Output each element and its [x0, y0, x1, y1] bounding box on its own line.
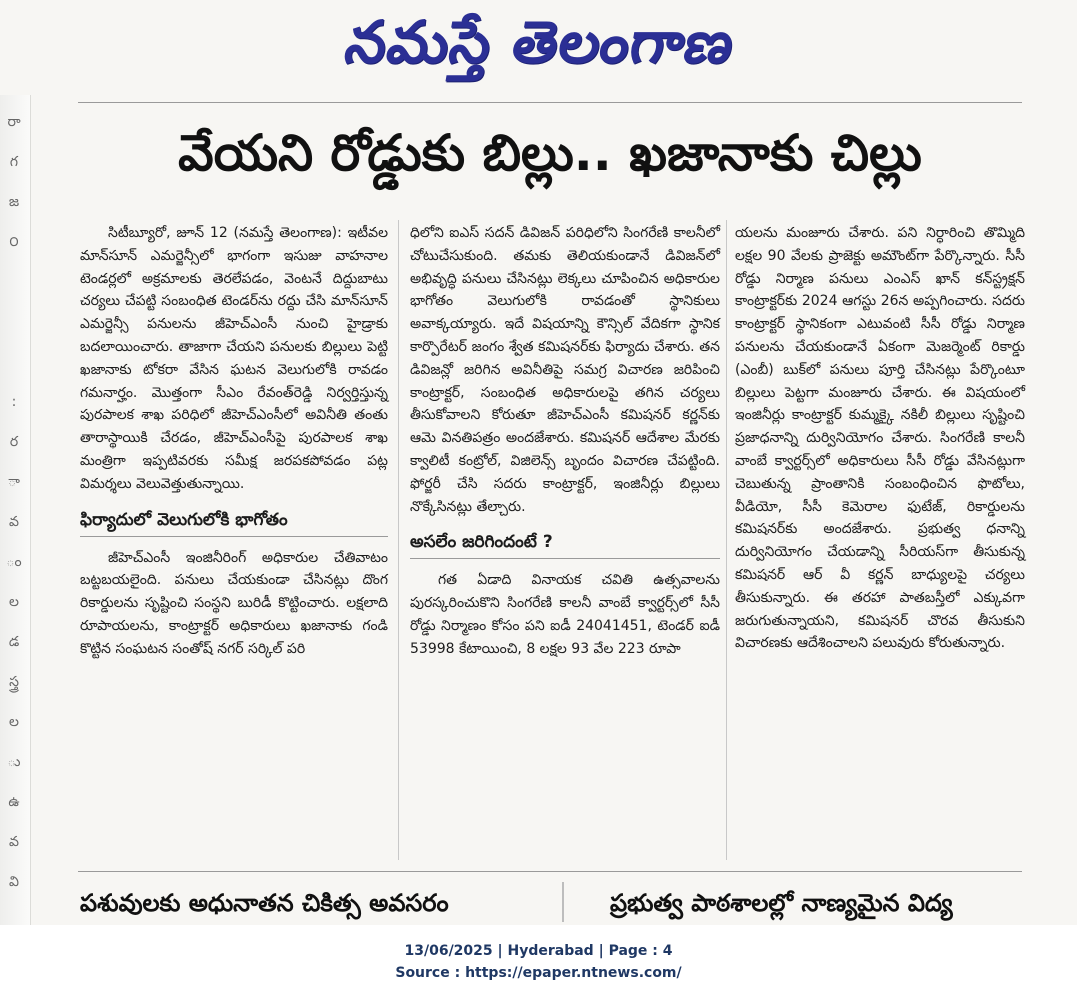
paragraph: గత ఏడాది వినాయక చవితి ఉత్సవాలను పురస్కరించుకొని సింగరేణి కాలనీ వాంబే క్వార్టర్స్‌లో సీసీ రోడ్డు నిర్మాణం కోసం పని ఐడీ 24041451, టెండర్ ఐడీ 53998 కేటాయించి, 8 లక్షల 93 వేల 223 రూపా: [410, 572, 720, 657]
bottom-rule: [78, 871, 1022, 872]
teaser-headline-right: ప్రభుత్వ పాఠశాలల్లో నాణ్యమైన విద్య: [610, 889, 953, 917]
newspaper-logo: నమస్తే తెలంగాణ: [339, 8, 740, 76]
article-column-1: [80, 222, 388, 661]
source-link[interactable]: Source : https://epaper.ntnews.com/: [395, 965, 682, 981]
top-rule: [78, 102, 1022, 103]
article-column-2: [410, 222, 720, 661]
paragraph: యలను మంజూరు చేశారు. పని నిర్ధారించి తొమ్మిది లక్షల 90 వేలకు ప్రాజెక్టు అమౌంట్‌గా పేర్కొన్నారు. సీసీ రోడ్డు నిర్మాణ పనులు ఎంఎస్ ఖాన్ కన్‌స్ట్రక్షన్ కాంట్రాక్టర్‌కు 2024 ఆగస్టు 26న అప్పగించారు. సదరు కాంట్రాక్టర్ స్థానికంగా ఎటువంటి సీసీ రోడ్డు నిర్మాణ పనులను చేయకుండానే ఏకంగా మెజర్మెంట్ రికార్డు (ఎంబీ) బుక్‌లో పనులు పూర్తి చేసినట్లు పేర్కొంటూ బిల్లులు పెట్టగా మంజూరు చేశారు. ఈ విషయంలో ఇంజినీర్లు కాంట్రాక్టర్ కుమ్మక్కై నకిలీ బిల్లులు సృష్టించి ప్రజాధనాన్ని దుర్వినియోగం చేశారు. సింగరేణి కాలనీ వాంబే క్వార్టర్స్‌లో అధికారులు సీసీ రోడ్డు వేసినట్లుగా చెబుతున్న ప్రాంతానికి సంబంధించిన ఫొటోలు, వీడియో, సీసీ కెమెరాల ఫుటేజ్, రికార్డులను కమిషనర్‌కు అందజేశారు. ప్రభుత్వ ధనాన్ని దుర్వినియోగం చేయడాన్ని సీరియస్‌గా తీసుకున్న కమిషనర్ ఆర్ వీ కర్ణన్ బాధ్యులపై చర్యలు తీసుకున్నారు. ఈ తరహా పాతబస్తీలో ఎక్కువగా జరుగుతున్నాయని, కమిషనర్ చొరవ తీసుకుని విచారణకు ఆదేశించాలని పలువురు కోరుతున్నారు.: [735, 225, 1025, 652]
paragraph: సిటీబ్యూరో, జూన్ 12 (నమస్తే తెలంగాణ): ఇటీవల మాన్‌సూన్ ఎమర్జెన్సీలో భాగంగా ఇసుజు వాహనాల టెండర్లలో అక్రమాలకు తెరలేపడం, వెంటనే దిద్దుబాటు చర్యలు చేపట్టి సంబంధిత టెండర్‌ను రద్దు చేసి మాన్‌సూన్ ఎమర్జెన్సీ పనులను జీహెచ్ఎంసీ నుంచి హైడ్రాకు బదలాయించారు. తాజాగా చేయని పనులకు బిల్లులు పెట్టి ఖజానాకు టోకరా వేసిన ఘటన వెలుగులోకి రావడం గమనార్హం. మొత్తంగా సీఎం రేవంత్‌రెడ్డి నిర్వర్తిస్తున్న పురపాలక శాఖ పరిధిలో జీహెచ్ఎంసీలో అవినీతి తంతు తారాస్థాయికి చేరడం, జీహెచ్ఎంసీపై పురపాలక శాఖ మంత్రిగా ఇప్పటివరకు సమీక్ష జరపకపోవడం పట్ల విమర్శలు వెలువెత్తుతున్నాయి.: [80, 225, 388, 492]
masthead: [0, 4, 1077, 84]
article-column-3: [735, 222, 1025, 655]
subheading: అసలేం జరిగిందంటే ?: [410, 530, 720, 559]
teaser-divider: [562, 882, 564, 922]
adjacent-page-edge: రా గ జ ౦ : ర ా వ ం ల డ స్త్ర ల ు ఉ వ వి: [0, 95, 31, 925]
column-divider: [398, 220, 399, 860]
teaser-headline-left: పశువులకు అధునాతన చికిత్స అవసరం: [80, 889, 449, 917]
subheading: ఫిర్యాదులో వెలుగులోకి భాగోతం: [80, 508, 388, 537]
page-footer: [0, 940, 1077, 984]
paragraph: జీహెచ్ఎంసీ ఇంజినీరింగ్ అధికారుల చేతివాటం బట్టబయలైంది. పనులు చేయకుండా చేసినట్లు దొంగ రికార్డులను సృష్టించి సంస్థని బురిడీ కొట్టించారు. లక్షలాది రూపాయలను, కాంట్రాక్టర్ అధికారులు ఖజానాకు గండి కొట్టిన సంఘటన సంతోష్ నగర్ సర్కిల్ పరి: [80, 549, 388, 657]
paragraph: ధిలోని ఐఎస్ సదన్ డివిజన్ పరిధిలోని సింగరేణి కాలనీలో చోటుచేసుకుంది. తమకు తెలియకుండానే డివిజన్‌లో అభివృద్ధి పనులు చేసినట్లు లెక్కలు చూపించిన అధికారుల భాగోతం వెలుగులోకి రావడంతో స్థానికులు అవాక్కయ్యారు. ఇదే విషయాన్ని కౌన్సిల్ వేదికగా స్థానిక కార్పొరేటర్ జంగం శ్వేత కమిషనర్‌కు ఫిర్యాదు చేశారు. తన డివిజన్లో జరిగిన అవినీతిపై సమగ్ర విచారణ జరిపించి కాంట్రాక్టర్, సంబంధిత అధికారులపై తగిన చర్యలు తీసుకోవాలని కోరుతూ జీహెచ్ఎంసీ కమిషనర్ కర్ణన్‌కు ఆమె వినతిపత్రం అందజేశారు. కమిషనర్ ఆదేశాల మేరకు క్వాలిటీ కంట్రోల్, విజిలెన్స్ బృందం విచారణ చేపట్టింది. ఫోర్జరీ చేసి సదరు కాంట్రాక్టర్, ఇంజినీర్లు బిల్లులు నొక్కేసినట్లు తేల్చారు.: [410, 225, 720, 515]
column-divider: [726, 220, 727, 860]
article-headline: వేయని రోడ్డుకు బిల్లు.. ఖజానాకు చిల్లు: [178, 124, 922, 182]
edition-info: 13/06/2025 | Hyderabad | Page : 4: [404, 943, 673, 959]
